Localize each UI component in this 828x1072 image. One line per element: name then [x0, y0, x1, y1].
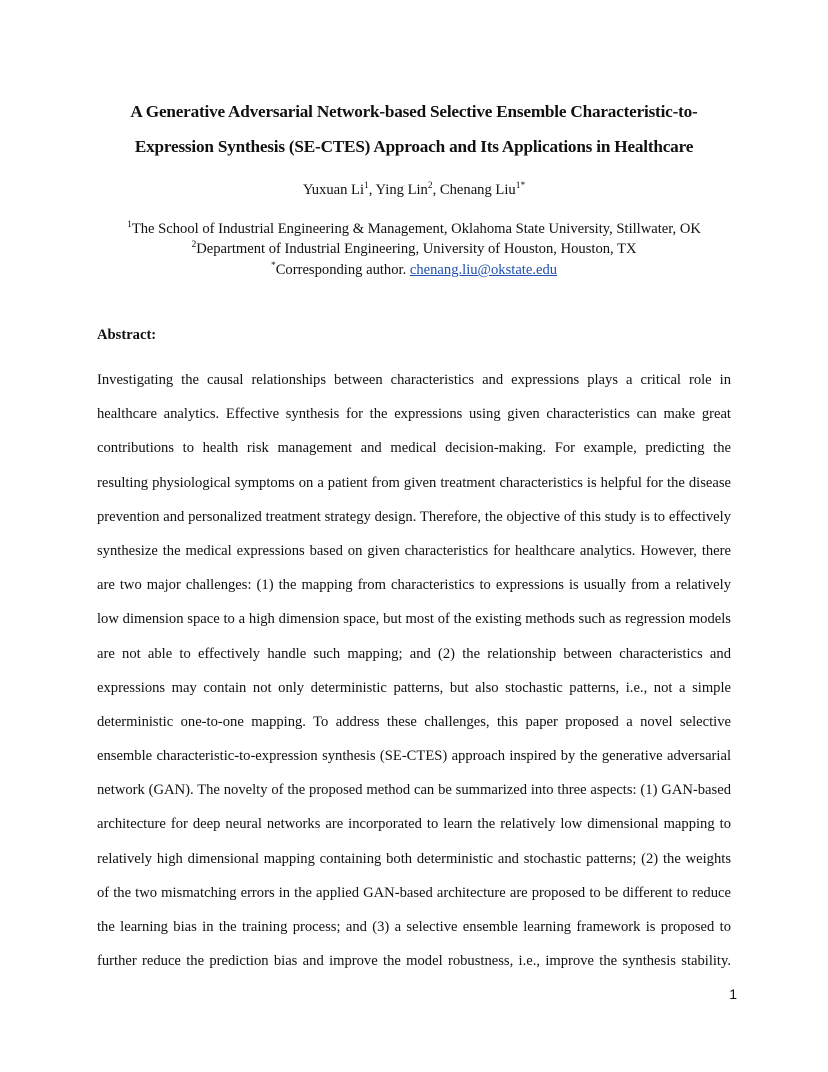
- author-affiliation-mark: 1: [364, 181, 369, 191]
- abstract-line: of the two mismatching errors in the applied GAN-based architecture are proposed to be different to reduce: [97, 884, 731, 901]
- abstract-line: low dimension space to a high dimension space, but most of the existing methods such as regression models: [97, 611, 731, 628]
- title-line-1: A Generative Adversarial Network-based Selective Ensemble Characteristic-to-: [130, 102, 698, 121]
- abstract-line: Investigating the causal relationships between characteristics and expressions plays a critical role in: [97, 372, 731, 388]
- affiliation-mark: 2: [191, 240, 197, 250]
- corresponding-email-link[interactable]: chenang.liu@okstate.edu: [409, 262, 558, 278]
- affiliation-2: [0, 241, 828, 258]
- abstract-line: relatively high dimensional mapping containing both deterministic and stochastic patterns; (2) the weights: [97, 850, 731, 867]
- author-list: [0, 182, 828, 199]
- author-separator: ,: [368, 182, 376, 198]
- abstract-line: contributions to health risk management and medical decision-making. For example, predicting the: [97, 440, 731, 457]
- abstract-body: [97, 368, 731, 983]
- affiliation-text: Department of Industrial Engineering, University of Houston, Houston, TX: [196, 241, 637, 257]
- affiliation-1: [0, 221, 828, 238]
- abstract-line: deterministic one-to-one mapping. To address these challenges, this paper proposed a novel selective: [97, 713, 731, 730]
- abstract-line: resulting physiological symptoms on a patient from given treatment characteristics is helpful for the disease: [97, 474, 731, 491]
- title-line-2: Expression Synthesis (SE-CTES) Approach and Its Applications in Healthcare: [134, 137, 694, 156]
- abstract-line: architecture for deep neural networks are incorporated to learn the relatively low dimensional mapping to: [97, 816, 731, 833]
- affiliation-text: The School of Industrial Engineering & Management, Oklahoma State University, Stillwater, OK: [131, 221, 701, 237]
- author-name: Chenang Liu: [439, 182, 516, 198]
- corresponding-author: [0, 262, 828, 279]
- abstract-line: network (GAN). The novelty of the proposed method can be summarized into three aspects: (1) GAN-based: [97, 782, 731, 799]
- abstract-line: healthcare analytics. Effective synthesis for the expressions using given characteristics can make great: [97, 406, 731, 423]
- abstract-line: the learning bias in the training process; and (3) a selective ensemble learning framework is proposed to: [97, 919, 731, 935]
- author-separator: ,: [432, 182, 440, 198]
- corresponding-label: Corresponding author.: [275, 262, 410, 278]
- page-number: 1: [729, 986, 737, 1002]
- abstract-line: prevention and personalized treatment strategy design. Therefore, the objective of this study is to effectively: [97, 508, 731, 525]
- abstract-line: further reduce the prediction bias and improve the model robustness, i.e., improve the synthesis stability.: [97, 953, 731, 970]
- author-name: Ying Lin: [375, 182, 428, 198]
- abstract-line: synthesize the medical expressions based on given characteristics for healthcare analytics. However, there: [97, 542, 731, 559]
- abstract-line: are not able to effectively handle such mapping; and (2) the relationship between characteristics and: [97, 645, 731, 662]
- abstract-line: expressions may contain not only deterministic patterns, but also stochastic patterns, i.e., not a simple: [97, 679, 731, 696]
- author-name: Yuxuan Li: [302, 182, 365, 198]
- corresponding-mark: *: [270, 261, 276, 271]
- abstract-line: ensemble characteristic-to-expression synthesis (SE-CTES) approach inspired by the generative adversarial: [97, 748, 731, 765]
- abstract-line: are two major challenges: (1) the mapping from characteristics to expressions is usually from a relatively: [97, 577, 731, 594]
- author-affiliation-mark: 2: [427, 181, 433, 191]
- author-affiliation-mark: 1*: [515, 181, 526, 191]
- abstract-heading: Abstract:: [97, 327, 157, 343]
- paper-title: [90, 94, 738, 164]
- affiliation-mark: 1: [127, 220, 132, 230]
